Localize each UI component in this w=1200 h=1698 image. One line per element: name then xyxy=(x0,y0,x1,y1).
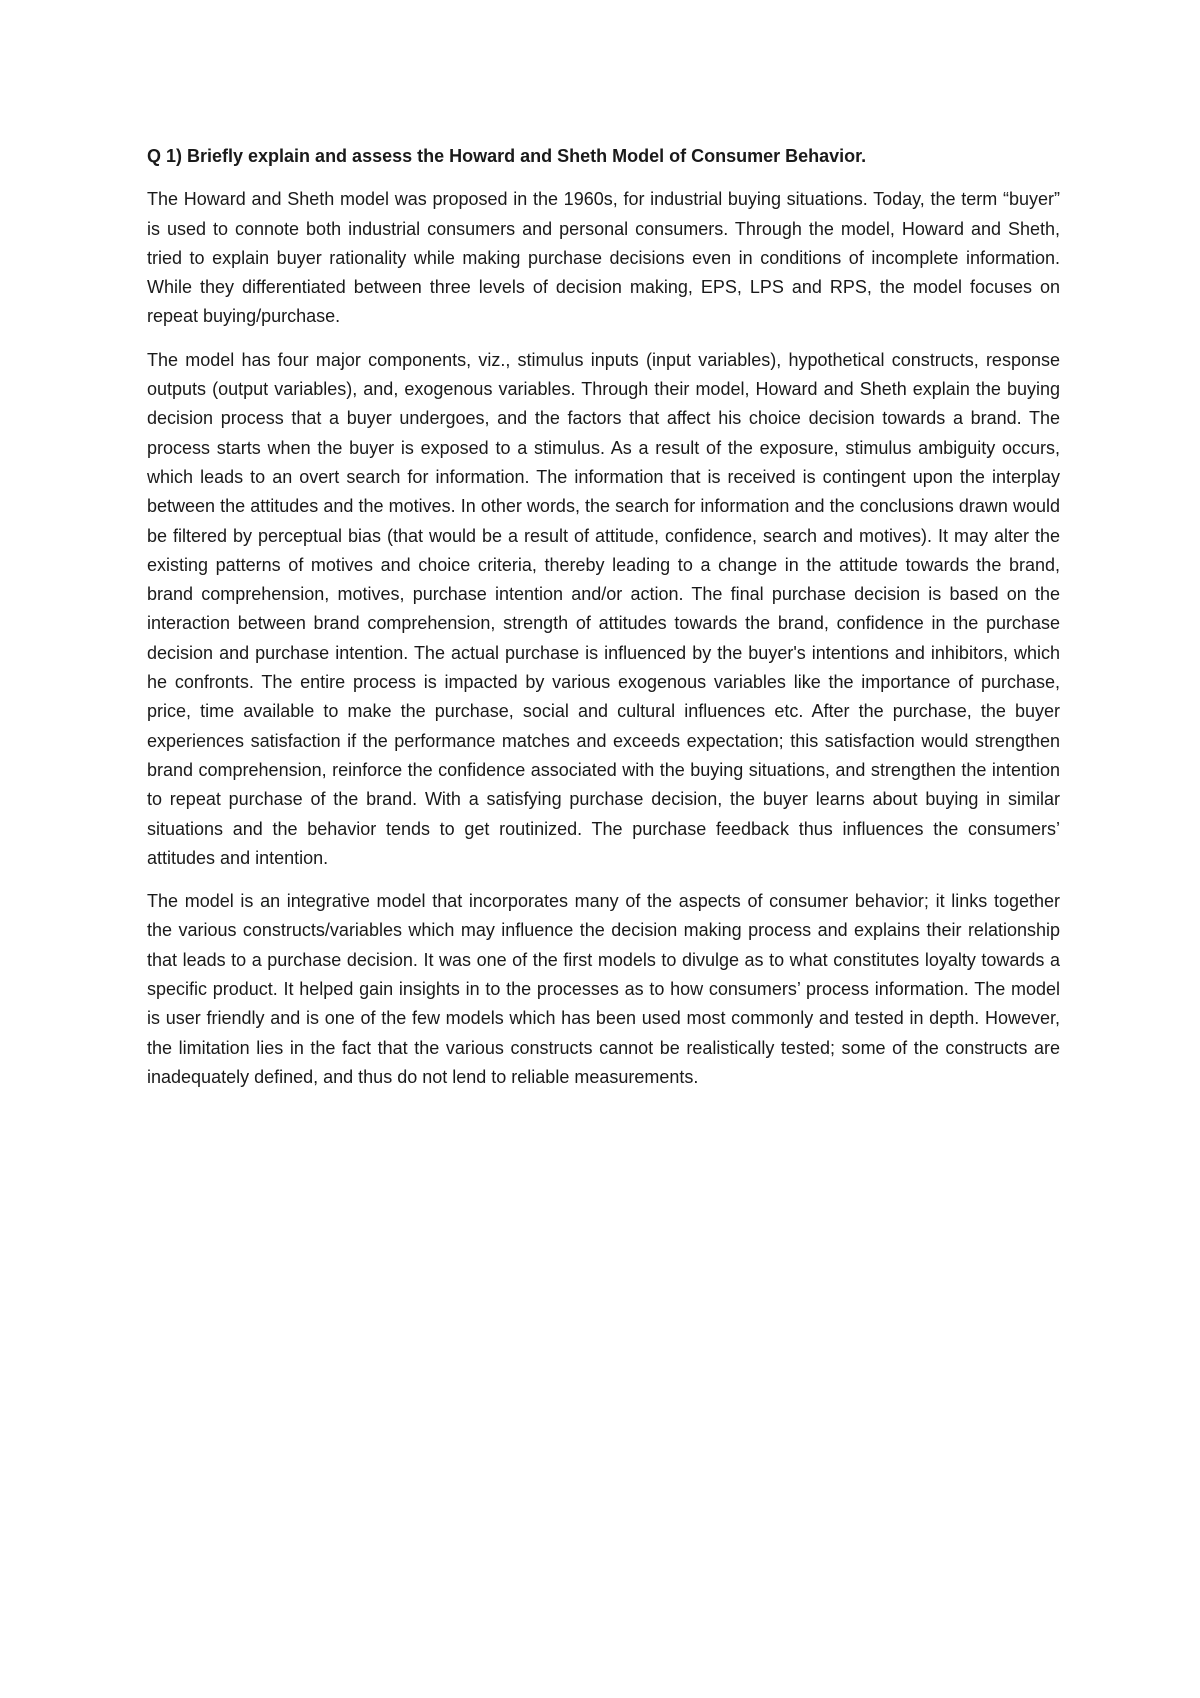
question-heading: Q 1) Briefly explain and assess the Howard and Sheth Model of Consumer Behavior. xyxy=(147,146,867,166)
paragraph-components: The model has four major components, viz., stimulus inputs (input variables), hypothetical constructs, response outputs (output variables), and, exogenous variables. Through their model, Howard and Sheth explain the buying decision process that a buyer undergoes, and the factors that affect his choice decision towards a brand. The process starts when the buyer is exposed to a stimulus. As a result of the exposure, stimulus ambiguity occurs, which leads to an overt search for information. The information that is received is contingent upon the interplay between the attitudes and the motives. In other words, the search for information and the conclusions drawn would be filtered by perceptual bias (that would be a result of attitude, confidence, search and motives). It may alter the existing patterns of motives and choice criteria, thereby leading to a change in the attitude towards the brand, brand comprehension, motives, purchase intention and/or action. The final purchase decision is based on the interaction between brand comprehension, strength of attitudes towards the brand, confidence in the purchase decision and purchase intention. The actual purchase is influenced by the buyer's intentions and inhibitors, which he confronts. The entire process is impacted by various exogenous variables like the importance of purchase, price, time available to make the purchase, social and cultural influences etc. After the purchase, the buyer experiences satisfaction if the performance matches and exceeds expectation; this satisfaction would strengthen brand comprehension, reinforce the confidence associated with the buying situations, and strengthen the intention to repeat purchase of the brand. With a satisfying purchase decision, the buyer learns about buying in similar situations and the behavior tends to get routinized. The purchase feedback thus influences the consumers’ attitudes and intention. xyxy=(147,349,1060,868)
paragraph-intro: The Howard and Sheth model was proposed in the 1960s, for industrial buying situations. Today, the term “buyer” is used to connote both industrial consumers and personal consumers. Through the model, Howard and Sheth, tried to explain buyer rationality while making purchase decisions even in conditions of incomplete information. While they differentiated between three levels of decision making, EPS, LPS and RPS, the model focuses on repeat buying/purchase. xyxy=(147,189,1060,327)
paragraph-assessment: The model is an integrative model that incorporates many of the aspects of consumer behavior; it links together the various constructs/variables which may influence the decision making process and explains their relationship that leads to a purchase decision. It was one of the first models to divulge as to what constitutes loyalty towards a specific product. It helped gain insights in to the processes as to how consumers’ process information. The model is user friendly and is one of the few models which has been used most commonly and tested in depth. However, the limitation lies in the fact that the various constructs cannot be realistically tested; some of the constructs are inadequately defined, and thus do not lend to reliable measurements. xyxy=(147,891,1060,1087)
document-body xyxy=(147,142,1060,1092)
